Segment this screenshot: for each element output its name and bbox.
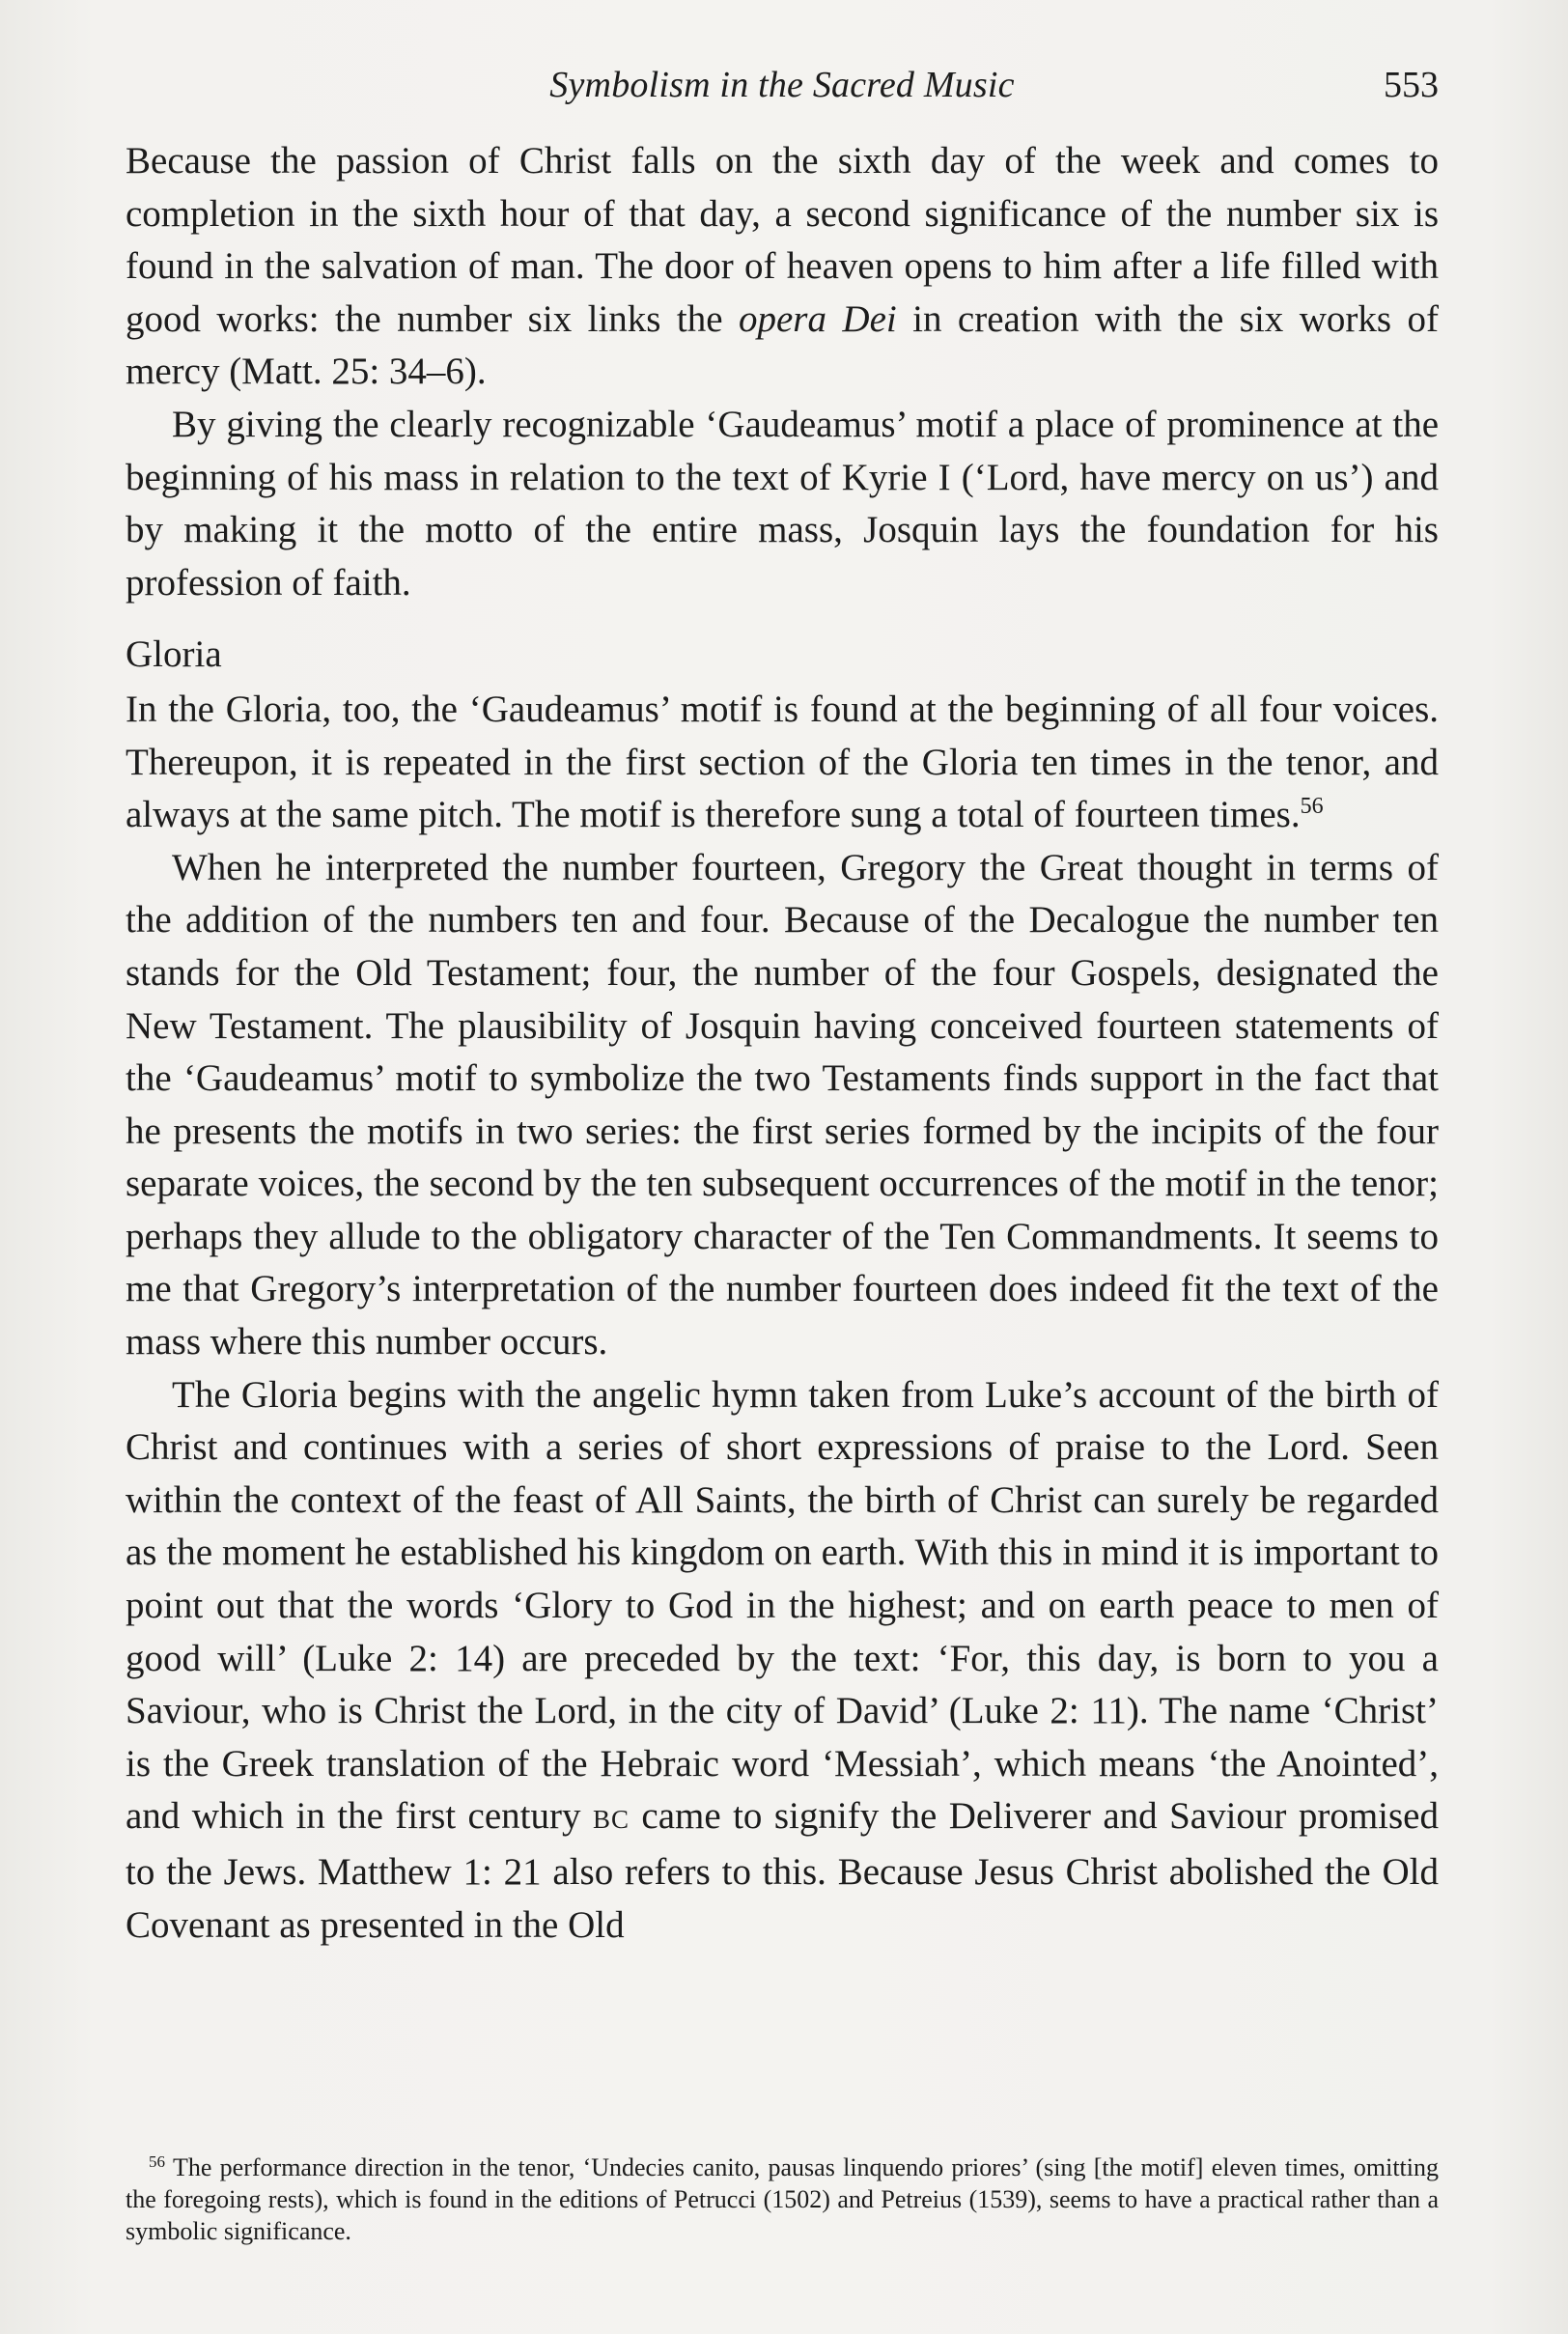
paragraph-4: When he interpreted the number fourteen, Gregory the Great thought in terms of the addition of the numbers ten and four. Because of the Decalogue the number ten stands for the Old Testament; four, the number of the four Gospels, designated the New Testament. The plausibility of Josquin having conceived fourteen statements of the ‘Gaudeamus’ motif to symbolize the two Testaments finds support in the fact that he presents the motifs in two series: the first series formed by the incipits of the four separate voices, the second by the ten subsequent occurrences of the motif in the tenor; perhaps they allude to the obligatory character of the Ten Commandments. It seems to me that Gregory’s interpretation of the number fourteen does indeed fit the text of the mass where this number occurs. [126, 846, 1439, 1364]
section-heading: Gloria [126, 633, 222, 676]
running-title: Symbolism in the Sacred Music [549, 65, 1015, 105]
paragraph-5-end: came to signify the Deliverer and Saviour promised to the Jews. Matthew 1: 21 also refers to this. Because Jesus Christ abolished the Old Covenant as presented in the Old [126, 1795, 1439, 1946]
paragraph-5 [126, 1369, 1439, 1953]
paragraph-1 [126, 135, 1439, 399]
paragraph-3 [126, 684, 1439, 842]
paragraph-1-italic: opera Dei [738, 297, 897, 340]
footnote-number: 56 [149, 2152, 165, 2171]
page-number: 553 [1384, 65, 1439, 105]
main-text [126, 135, 1439, 1952]
paragraph-5-smallcaps: BC [592, 1805, 630, 1835]
paragraph-1-end: in creation with the six works of mercy (Matt. 25: 34–6). [126, 297, 1439, 393]
paragraph-3-text: In the Gloria, too, the ‘Gaudeamus’ motif is found at the beginning of all four voices. Thereupon, it is repeated in the first section of the Gloria ten times in the tenor, and always at the same pitch. The motif is therefore sung a total of fourteen times. [126, 688, 1439, 836]
page-header [126, 64, 1439, 122]
footnote-reference: 56 [1300, 794, 1324, 820]
footnote-text: The performance direction in the tenor, ‘Undecies canito, pausas linquendo priores’ (sing [the motif] eleven times, omitting the foregoing rests), which is found in the editions of Petrucci (1502) and Petreius (1539), seems to have a practical rather than a symbolic significance. [126, 2153, 1439, 2245]
paragraph-1-text: Because the passion of Christ falls on the sixth day of the week and comes to completion in the sixth hour of that day, a second significance of the number six is found in the salvation of man. The door of heaven opens to him after a life filled with good works: the number six links the [126, 140, 1439, 340]
paragraph-2: By giving the clearly recognizable ‘Gaudeamus’ motif a place of prominence at the beginning of his mass in relation to the text of Kyrie I (‘Lord, have mercy on us’) and by making it the motto of the entire mass, Josquin lays the foundation for his profession of faith. [126, 403, 1439, 604]
footnote [126, 2151, 1439, 2247]
paragraph-5-text: The Gloria begins with the angelic hymn taken from Luke’s account of the birth of Christ and continues with a series of short expressions of praise to the Lord. Seen within the context of the feast of All Saints, the birth of Christ can surely be regarded as the moment he established his kingdom on earth. With this in mind it is important to point out that the words ‘Glory to God in the highest; and on earth peace to men of good will’ (Luke 2: 14) are preceded by the text: ‘For, this day, is born to you a Saviour, who is Christ the Lord, in the city of David’ (Luke 2: 11). The name ‘Christ’ is the Greek translation of the Hebraic word ‘Messiah’, which means ‘the Anointed’, and which in the first century [126, 1373, 1439, 1838]
